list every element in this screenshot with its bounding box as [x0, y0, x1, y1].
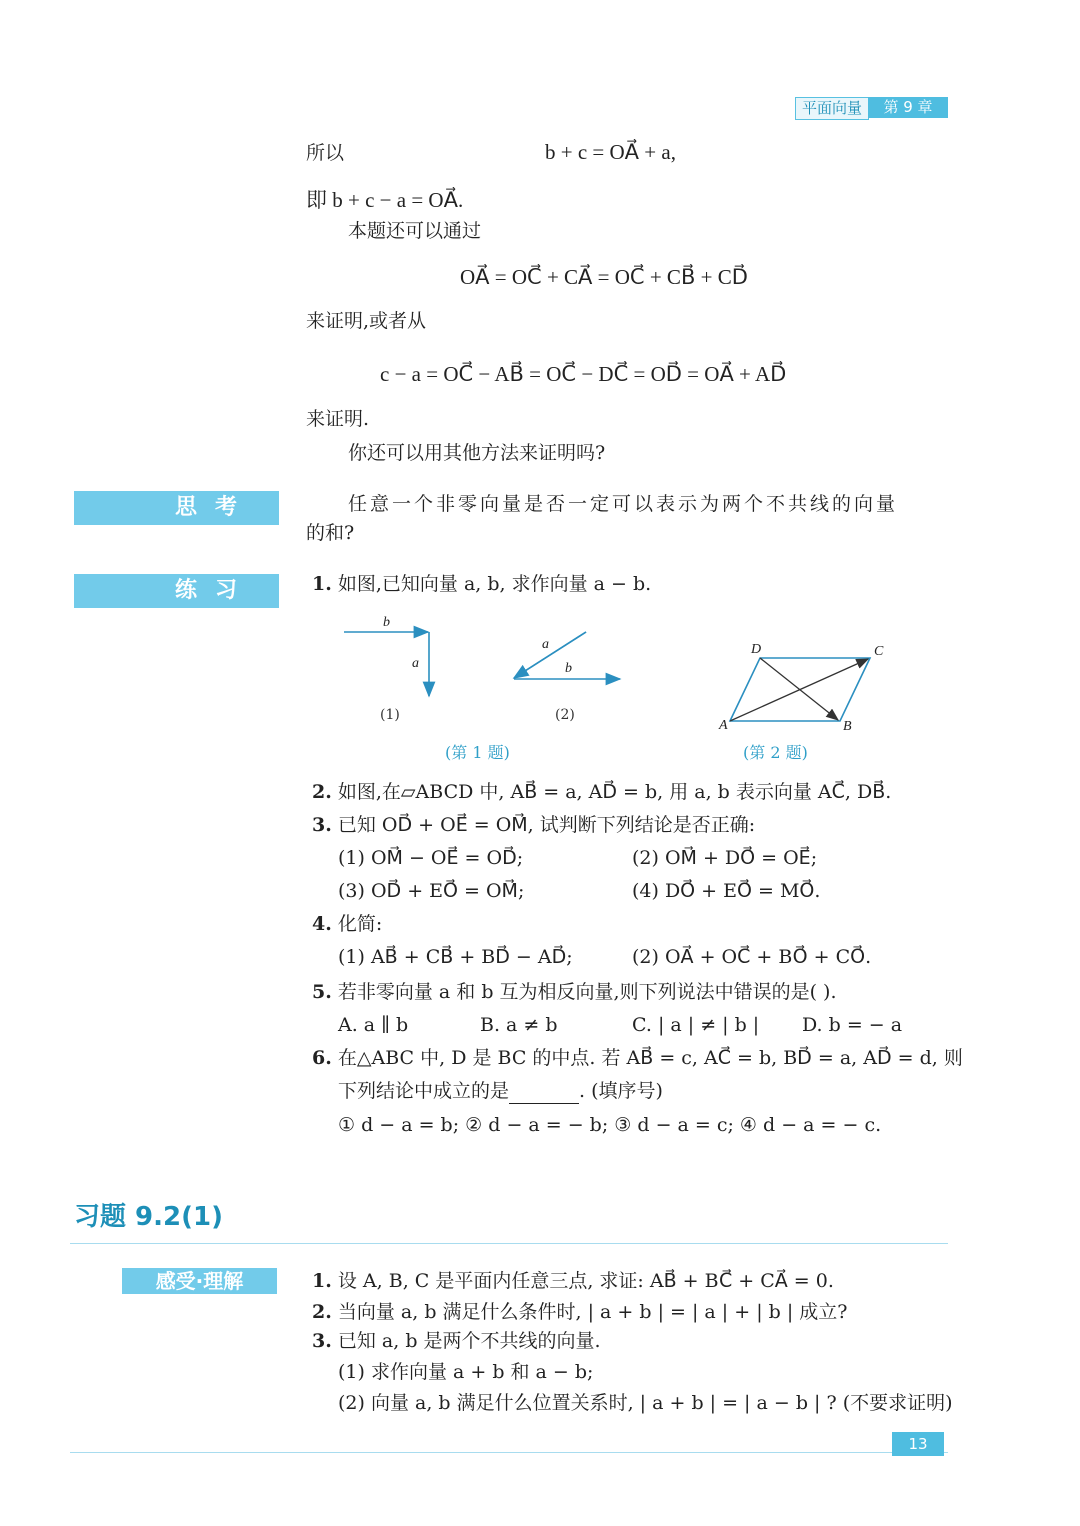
e1-text: 设 A, B, C 是平面内任意三点, 求证: AB⃗ + BC⃗ + CA⃗ = 0.: [337, 1270, 834, 1292]
q3-option-3: (3) OD⃗ + EO⃗ = OM⃗;: [338, 880, 525, 902]
fig1-2-vector-a-head: [514, 632, 586, 678]
q6-number: 6.: [312, 1047, 332, 1069]
e3-text: 已知 a, b 是两个不共线的向量.: [337, 1330, 601, 1352]
fig1-2-label-a: a: [542, 637, 549, 652]
q5-choice-b: B. a ≠ b: [480, 1014, 558, 1036]
q4-number: 4.: [312, 913, 332, 935]
q5-number: 5.: [312, 981, 332, 1003]
q1-number: 1.: [312, 573, 332, 595]
q5-choice-d: D. b = − a: [802, 1014, 903, 1036]
proof-eq4: OA⃗ = OC⃗ + CA⃗ = OC⃗ + CB⃗ + CD⃗: [460, 265, 748, 289]
e3-number: 3.: [312, 1330, 332, 1352]
proof-line7: 来证明.: [306, 408, 370, 430]
fig2-label-d: D: [751, 642, 762, 657]
q4-text: 化简:: [337, 913, 383, 935]
q6-line2-end: . (填序号): [579, 1080, 663, 1102]
q4-option-2: (2) OA⃗ + OC⃗ + BO⃗ + CO⃗.: [632, 946, 872, 968]
practice-q6: [312, 1045, 963, 1071]
exercise-rule-top: [70, 1243, 948, 1244]
e2-number: 2.: [312, 1301, 332, 1323]
fig2-label-c: C: [874, 644, 884, 659]
q3-option-4: (4) DO⃗ + EO⃗ = MO⃗.: [632, 880, 821, 902]
practice-q1: [312, 571, 651, 597]
proof-line3: 本题还可以通过: [348, 220, 482, 242]
q3-number: 3.: [312, 814, 332, 836]
q6-line2-start: 下列结论中成立的是: [338, 1080, 510, 1102]
q5-text: 若非零向量 a 和 b 互为相反向量,则下列说法中错误的是( ).: [337, 981, 837, 1003]
proof-eq2: 即 b + c − a = OA⃗.: [306, 188, 464, 212]
fig1-2-label-b: b: [565, 661, 572, 676]
fig2-label-b: B: [843, 719, 852, 734]
fig1-label-a: a: [412, 656, 419, 671]
fig2-diagonal-ac: [730, 659, 868, 721]
q1-text: 如图,已知向量 a, b, 求作向量 a − b.: [337, 573, 652, 595]
exercise-1: [312, 1268, 834, 1294]
q2-number: 2.: [312, 781, 332, 803]
q6-options: ① d − a = b; ② d − a = − b; ③ d − a = c; ④ d − a = − c.: [338, 1114, 882, 1136]
exercise-3: [312, 1328, 601, 1354]
exercise-tag: 感受·理解: [122, 1268, 277, 1294]
q2-text: 如图,在▱ABCD 中, AB⃗ = a, AD⃗ = b, 用 a, b 表示向量 AC⃗, DB⃗.: [337, 781, 892, 803]
e2-text: 当向量 a, b 满足什么条件时, | a + b | = | a | + | b | 成立?: [337, 1301, 848, 1323]
practice-q2: [312, 779, 891, 805]
fig1-caption: (第 1 题): [445, 743, 510, 762]
practice-figures: [330, 610, 930, 770]
fig2-caption: (第 2 题): [743, 743, 808, 762]
q4-option-1: (1) AB⃗ + CB⃗ + BD⃗ − AD⃗;: [338, 946, 573, 968]
fig1-label-b: b: [383, 615, 390, 630]
q6-answer-blank[interactable]: [509, 1085, 579, 1104]
proof-eq6: c − a = OC⃗ − AB⃗ = OC⃗ − DC⃗ = OD⃗ = OA⃗ + AD⃗: [380, 362, 787, 386]
header-chapter-label: 第 9 章: [868, 97, 948, 118]
exercise-3-sub1: (1) 求作向量 a + b 和 a − b;: [338, 1361, 594, 1383]
header-section-label: 平面向量: [795, 97, 869, 120]
exercise-3-sub2: (2) 向量 a, b 满足什么位置关系时, | a + b | = | a − b | ? (不要求证明): [338, 1392, 953, 1414]
q3-option-1: (1) OM⃗ − OE⃗ = OD⃗;: [338, 847, 524, 869]
q5-choice-a: A. a ∥ b: [338, 1014, 409, 1036]
practice-q3: [312, 812, 755, 838]
practice-q5: [312, 979, 836, 1005]
proof-line5: 来证明,或者从: [306, 310, 427, 332]
q3-text: 已知 OD⃗ + OE⃗ = OM⃗, 试判断下列结论是否正确:: [337, 814, 756, 836]
q6-text: 在△ABC 中, D 是 BC 的中点. 若 AB⃗ = c, AC⃗ = b, BD⃗ = a, AD⃗ = d, 则: [337, 1047, 963, 1069]
proof-eq1: b + c = OA⃗ + a,: [545, 140, 676, 164]
exercise-2: [312, 1299, 847, 1325]
proof-line8: 你还可以用其他方法来证明吗?: [348, 442, 606, 464]
fig1-sub1: (1): [380, 707, 400, 723]
q6-line2: [338, 1078, 663, 1104]
q3-option-2: (2) OM⃗ + DO⃗ = OE⃗;: [632, 847, 818, 869]
fig2-diagonal-db: [760, 658, 838, 720]
proof-so-label: 所以: [306, 142, 345, 164]
think-question-line2: 的和?: [306, 522, 355, 544]
practice-band: 练习: [74, 574, 279, 608]
think-band: 思考: [74, 491, 279, 525]
e1-number: 1.: [312, 1270, 332, 1292]
fig1-sub2: (2): [555, 707, 575, 723]
footer-rule: [70, 1452, 948, 1453]
fig2-label-a: A: [719, 718, 728, 733]
exercise-title: 习题 9.2(1): [74, 1202, 223, 1232]
page-number: 13: [892, 1432, 944, 1456]
think-question-line1: 任意一个非零向量是否一定可以表示为两个不共线的向量: [348, 493, 899, 515]
practice-q4: [312, 911, 382, 937]
q5-choice-c: C. | a | ≠ | b |: [632, 1014, 760, 1036]
